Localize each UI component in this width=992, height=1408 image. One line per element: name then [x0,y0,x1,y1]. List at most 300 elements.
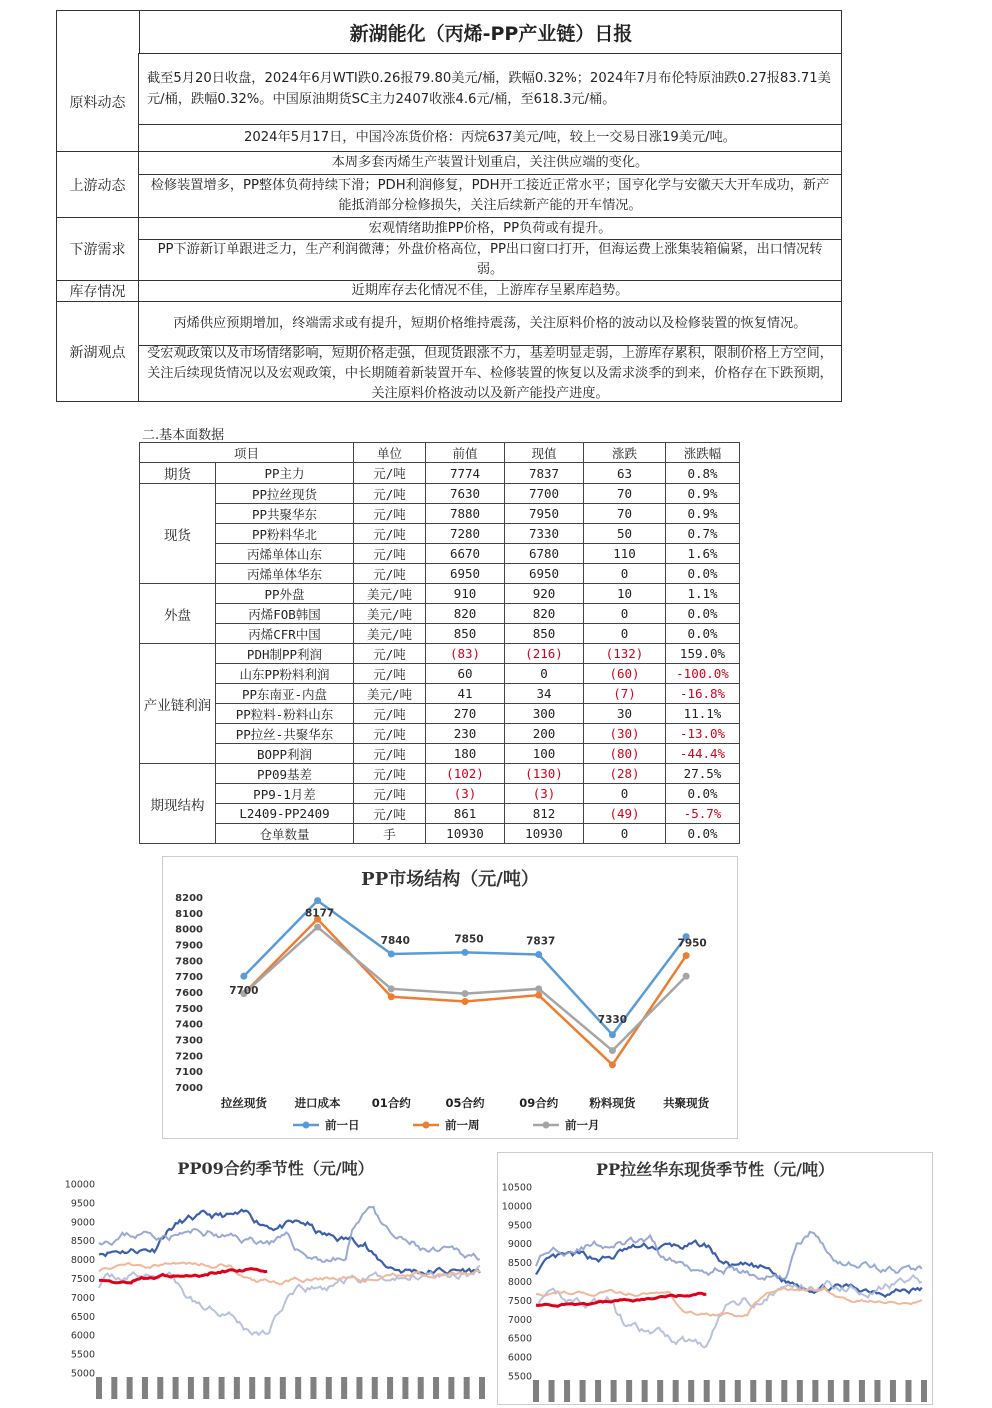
table-cell: 手 [354,824,426,844]
table-cell: 0.9% [666,484,740,504]
table-cell: 41 [426,684,505,704]
series-point [462,998,469,1005]
series-point [462,949,469,956]
x-tick-mark [704,1380,710,1402]
x-tick-mark [234,1377,240,1399]
table-cell: PP外盘 [216,584,354,604]
table-cell: (3) [426,784,505,804]
table-row [140,804,740,824]
table-cell: (49) [584,804,666,824]
y-tick-label: 9500 [507,1220,532,1232]
table-cell: (132) [584,644,666,664]
upstream-summary: 本周多套丙烯生产装置计划重启，关注供应端的变化。 [139,152,841,175]
table-cell: 0.0% [666,824,740,844]
table-cell: 70 [584,484,666,504]
table-row [140,584,740,604]
table-cell: 丙烯单体华东 [216,564,354,584]
y-tick-label: 5500 [507,1371,532,1383]
x-tick-mark [418,1377,424,1399]
series-point [240,973,247,980]
table-cell: 812 [505,804,584,824]
data-label: 8177 [304,907,335,920]
data-label: 7950 [677,937,707,950]
table-cell: -44.4% [666,744,740,764]
table-cell: 200 [505,724,584,744]
table-cell: 10930 [426,824,505,844]
x-tick-mark [719,1380,725,1402]
table-cell: 6780 [505,544,584,564]
table-row [140,664,740,684]
table-cell: 丙烯单体山东 [216,544,354,564]
table-row [140,744,740,764]
table-row [140,504,740,524]
table-cell: 270 [426,704,505,724]
x-tick-label: 粉料现货 [589,1096,636,1110]
x-tick-label: 共聚现货 [663,1096,710,1110]
x-tick-mark [96,1377,102,1399]
table-cell: 63 [584,463,666,484]
table-cell: (216) [505,644,584,664]
row-label-raw-material: 原料动态 [57,53,139,152]
table-row [140,544,740,564]
series-point [609,1047,616,1054]
table-cell: 元/吨 [354,463,426,484]
table-cell: (3) [505,784,584,804]
x-tick-mark [188,1377,194,1399]
x-tick-label: 09合约 [519,1096,559,1110]
table-header-row [140,443,740,463]
table-cell: 0.8% [666,463,740,484]
table-cell: 仓单数量 [216,824,354,844]
table-row [140,564,740,584]
x-tick-label: 拉丝现货 [220,1096,267,1110]
row-label-view: 新湖观点 [57,302,139,401]
x-tick-mark [372,1377,378,1399]
table-cell: 110 [584,544,666,564]
series-point [683,973,690,980]
x-tick-mark [657,1380,663,1402]
chart-title: PP09合约季节性（元/吨） [177,1159,374,1178]
x-tick-mark [173,1377,179,1399]
raw-material-propane: 2024年5月17日，中国冷冻货价格：丙烷637美元/吨，较上一交易日涨19美元/吨。 [139,125,841,152]
table-cell: 0.7% [666,524,740,544]
table-cell: PP东南亚-内盘 [216,684,354,704]
table-cell: 159.0% [666,644,740,664]
y-tick-label: 6000 [507,1352,532,1364]
table-cell: 0 [584,824,666,844]
table-cell: 820 [426,604,505,624]
x-tick-mark [280,1377,286,1399]
group-label: 期现结构 [140,764,216,844]
x-tick-mark [874,1380,880,1402]
table-cell: 元/吨 [354,764,426,784]
legend-marker [543,1122,550,1129]
season-line-4 [536,1293,706,1306]
series-point [535,985,542,992]
table-cell: -13.0% [666,724,740,744]
x-tick-mark [549,1380,555,1402]
y-tick-label: 7900 [175,940,203,952]
table-cell: (80) [584,744,666,764]
table-cell: 6950 [426,564,505,584]
x-tick-mark [295,1377,301,1399]
series-point [462,990,469,997]
y-tick-label: 7000 [507,1314,532,1326]
table-cell: 元/吨 [354,724,426,744]
table-row [140,684,740,704]
y-tick-label: 5000 [70,1368,95,1380]
downstream-summary: 宏观情绪助推PP价格，PP负荷或有提升。 [139,218,841,240]
table-header-2: 前值 [426,443,505,463]
table-cell: (102) [426,764,505,784]
table-cell: 910 [426,584,505,604]
x-tick-label: 01合约 [371,1096,411,1110]
table-header-5: 涨跌幅 [666,443,740,463]
group-label: 现货 [140,484,216,584]
y-tick-label: 8100 [175,908,203,920]
x-tick-mark [595,1380,601,1402]
x-tick-mark [433,1377,439,1399]
table-cell: 11.1% [666,704,740,724]
table-cell: 0 [584,564,666,584]
group-label: 外盘 [140,584,216,644]
x-tick-mark [843,1380,849,1402]
series-point [535,951,542,958]
table-row [140,484,740,504]
row-label-inventory: 库存情况 [57,281,139,302]
series-point [314,924,321,931]
table-cell: -100.0% [666,664,740,684]
table-cell: 美元/吨 [354,684,426,704]
table-cell: 50 [584,524,666,544]
table-row [140,463,740,484]
season-line-1 [536,1232,922,1280]
table-cell: (7) [584,684,666,704]
x-tick-mark [626,1380,632,1402]
table-cell: PP粒料-粉料山东 [216,704,354,724]
table-header-1: 单位 [354,443,426,463]
season-line-0 [536,1241,922,1297]
x-tick-mark [356,1377,362,1399]
x-tick-mark [326,1377,332,1399]
table-row [140,824,740,844]
x-tick-mark [402,1377,408,1399]
series-point [388,985,395,992]
table-header-0: 项目 [140,443,354,463]
table-cell: BOPP利润 [216,744,354,764]
table-cell: 7700 [505,484,584,504]
legend-label: 前一周 [445,1118,480,1132]
table-cell: 元/吨 [354,504,426,524]
legend-label: 前一月 [565,1118,600,1132]
x-tick-mark [265,1377,271,1399]
table-cell: 美元/吨 [354,604,426,624]
x-tick-mark [564,1380,570,1402]
x-tick-label: 进口成本 [294,1096,341,1110]
data-label: 7700 [229,985,259,998]
table-cell: 美元/吨 [354,584,426,604]
table-cell: 230 [426,724,505,744]
pp09-seasonality-svg [57,1152,494,1403]
table-cell: 元/吨 [354,544,426,564]
season-line-3 [99,1263,480,1285]
x-tick-mark [111,1377,117,1399]
y-tick-label: 7000 [175,1083,203,1094]
table-cell: 丙烯CFR中国 [216,624,354,644]
table-cell: 元/吨 [354,744,426,764]
table-cell: 元/吨 [354,804,426,824]
table-cell: (30) [584,724,666,744]
series-point [535,992,542,999]
table-header-4: 涨跌 [584,443,666,463]
table-body [140,463,740,844]
x-tick-mark [735,1380,741,1402]
y-tick-label: 7100 [175,1067,203,1079]
upstream-detail: 检修装置增多，PP整体负荷持续下滑；PDH利润修复，PDH开工接近正常水平；国亨化学与安徽天大开车成功，新产能抵消部分检修损失，关注后续新产能的开车情况。 [139,175,841,218]
x-tick-mark [797,1380,803,1402]
y-tick-label: 7300 [175,1035,203,1047]
table-cell: PP主力 [216,463,354,484]
daily-report-table [56,10,842,402]
data-label: 7330 [597,1013,628,1026]
y-tick-label: 7000 [70,1292,95,1304]
table-cell: 0.9% [666,504,740,524]
table-cell: 0 [584,604,666,624]
x-tick-mark [766,1380,772,1402]
y-tick-label: 7500 [175,1003,203,1015]
y-tick-label: 7800 [175,956,203,968]
x-tick-mark [750,1380,756,1402]
table-cell: 元/吨 [354,664,426,684]
y-tick-label: 7500 [507,1295,532,1307]
x-tick-mark [688,1380,694,1402]
raw-material-crude: 截至5月20日收盘，2024年6月WTI跌0.26报79.80美元/桶，跌幅0.32%；2024年7月布伦特原油跌0.27报83.71美元/桶，跌幅0.32%。中国原油期货SC主力2407收涨4.6元/桶，至618.3元/桶。 [139,53,841,125]
x-tick-mark [828,1380,834,1402]
legend-label: 前一日 [325,1118,360,1132]
table-cell: 1.1% [666,584,740,604]
pp09-seasonality-chart [57,1152,494,1403]
chart-title: PP拉丝华东现货季节性（元/吨） [596,1160,834,1179]
y-tick-label: 7500 [70,1274,95,1285]
series-point [609,1061,616,1068]
y-tick-label: 8000 [70,1255,95,1267]
table-cell: PP共聚华东 [216,504,354,524]
y-tick-label: 8000 [507,1277,532,1288]
table-cell: PDH制PP利润 [216,644,354,664]
table-row [140,644,740,664]
y-tick-label: 9500 [70,1198,95,1210]
table-cell: 0.0% [666,624,740,644]
row-label-downstream: 下游需求 [57,218,139,281]
table-cell: 元/吨 [354,564,426,584]
x-tick-mark [448,1377,454,1399]
table-cell: 0.0% [666,784,740,804]
series-point [609,1031,616,1038]
table-row [140,524,740,544]
table-cell: L2409-PP2409 [216,804,354,824]
y-tick-label: 7200 [175,1051,203,1063]
table-cell: (83) [426,644,505,664]
view-long-term: 受宏观政策以及市场情绪影响，短期价格走强，但现货跟涨不力，基差明显走弱，上游库存累积，限制价格上方空间，关注后续现货情况以及宏观政策，中长期随着新装置开车、检修装置的恢复以及需求淡季的到来，价格存在下跌预期，关注原料价格波动以及新产能投产进度。 [147,345,833,401]
table-cell: 元/吨 [354,484,426,504]
y-tick-label: 9000 [507,1239,532,1251]
pp-raffia-seasonality-chart [497,1152,933,1405]
table-cell: 1.6% [666,544,740,564]
y-tick-label: 10000 [501,1201,532,1213]
x-tick-mark [781,1380,787,1402]
table-row [140,604,740,624]
fundamentals-table [139,442,740,844]
table-cell: 920 [505,584,584,604]
table-cell: 10 [584,584,666,604]
x-tick-mark [479,1377,485,1399]
table-cell: 100 [505,744,584,764]
x-tick-mark [533,1380,539,1402]
y-tick-label: 7600 [175,988,203,999]
series-point [314,897,321,904]
season-line-2 [99,1266,480,1335]
x-tick-mark [219,1377,225,1399]
x-tick-mark [310,1377,316,1399]
y-tick-label: 6500 [70,1311,95,1323]
table-cell: 70 [584,504,666,524]
table-cell: -16.8% [666,684,740,704]
table-cell: 山东PP粉料利润 [216,664,354,684]
pp-raffia-seasonality-svg [498,1153,932,1404]
x-tick-mark [642,1380,648,1402]
table-cell: 60 [426,664,505,684]
series-line-2 [244,927,686,1051]
season-line-2 [536,1275,922,1347]
x-tick-mark [341,1377,347,1399]
table-cell: 0 [505,664,584,684]
table-cell: 180 [426,744,505,764]
table-cell: 27.5% [666,764,740,784]
legend-marker [423,1122,430,1129]
downstream-detail: PP下游新订单跟进乏力，生产利润微薄；外盘价格高位，PP出口窗口打开，但海运费上涨集装箱偏紧，出口情况转弱。 [139,240,841,281]
table-cell: 7950 [505,504,584,524]
table-cell: 7330 [505,524,584,544]
table-cell: 34 [505,684,584,704]
table-cell: 861 [426,804,505,824]
table-cell: 850 [426,624,505,644]
y-tick-label: 6500 [507,1333,532,1345]
table-cell: (60) [584,664,666,684]
y-tick-label: 6000 [70,1330,95,1342]
table-cell: 7630 [426,484,505,504]
y-tick-label: 8500 [70,1236,95,1248]
market-structure-svg [163,857,737,1138]
table-cell: 0.0% [666,564,740,584]
table-cell: 0 [584,784,666,804]
table-cell: PP9-1月差 [216,784,354,804]
table-row [140,784,740,804]
table-cell: 元/吨 [354,644,426,664]
table-cell: 元/吨 [354,524,426,544]
table-row [140,764,740,784]
table-cell: (130) [505,764,584,784]
table-cell: 丙烯FOB韩国 [216,604,354,624]
table-row [140,724,740,744]
x-tick-mark [673,1380,679,1402]
inventory-summary: 近期库存去化情况不佳，上游库存呈累库趋势。 [139,281,841,302]
y-tick-label: 9000 [70,1217,95,1229]
x-tick-mark [921,1380,927,1402]
series-point [388,993,395,1000]
section-title: 二.基本面数据 [142,428,225,443]
data-label: 7837 [526,935,556,948]
report-title: 新湖能化（丙烯-PP产业链）日报 [139,11,842,54]
table-cell: 7837 [505,463,584,484]
table-cell: 7774 [426,463,505,484]
table-cell: 7880 [426,504,505,524]
table-cell: 820 [505,604,584,624]
table-cell: PP粉料华北 [216,524,354,544]
series-point [683,952,690,959]
table-cell: 6950 [505,564,584,584]
group-label: 产业链利润 [140,644,216,764]
table-cell: 10930 [505,824,584,844]
group-label: 期货 [140,463,216,484]
y-tick-label: 8200 [175,893,203,904]
view-short-term: 丙烯供应预期增加，终端需求或有提升，短期价格维持震荡，关注原料价格的波动以及检修装置的恢复情况。 [139,302,841,346]
table-cell: -5.7% [666,804,740,824]
x-tick-mark [611,1380,617,1402]
table-row [140,624,740,644]
table-cell: PP拉丝-共聚华东 [216,724,354,744]
table-cell: 850 [505,624,584,644]
table-row [140,704,740,724]
x-tick-mark [203,1377,209,1399]
x-tick-label: 05合约 [445,1096,485,1110]
legend-marker [303,1122,310,1129]
x-tick-mark [387,1377,393,1399]
x-tick-mark [812,1380,818,1402]
y-tick-label: 7400 [175,1019,203,1031]
y-tick-label: 5500 [70,1349,95,1361]
x-tick-mark [464,1377,470,1399]
table-cell: 0.0% [666,604,740,624]
data-label: 7840 [380,935,410,947]
table-cell: 元/吨 [354,704,426,724]
table-cell: PP09基差 [216,764,354,784]
table-cell: 元/吨 [354,784,426,804]
data-label: 7850 [454,933,484,946]
x-tick-mark [890,1380,896,1402]
x-tick-mark [127,1377,133,1399]
market-structure-chart [162,856,738,1139]
chart-title: PP市场结构（元/吨） [361,869,539,890]
x-tick-mark [905,1380,911,1402]
table-cell: 7280 [426,524,505,544]
table-cell: 300 [505,704,584,724]
table-header-3: 现值 [505,443,584,463]
x-tick-mark [157,1377,163,1399]
x-tick-mark [859,1380,865,1402]
y-tick-label: 8500 [507,1258,532,1270]
x-tick-mark [249,1377,255,1399]
series-point [388,951,395,958]
x-tick-mark [580,1380,586,1402]
table-cell: 0 [584,624,666,644]
y-tick-label: 10000 [64,1179,95,1191]
table-cell: PP拉丝现货 [216,484,354,504]
y-tick-label: 8000 [175,924,203,936]
row-label-upstream: 上游动态 [57,152,139,218]
x-tick-mark [142,1377,148,1399]
season-line-1 [99,1207,480,1262]
table-cell: (28) [584,764,666,784]
